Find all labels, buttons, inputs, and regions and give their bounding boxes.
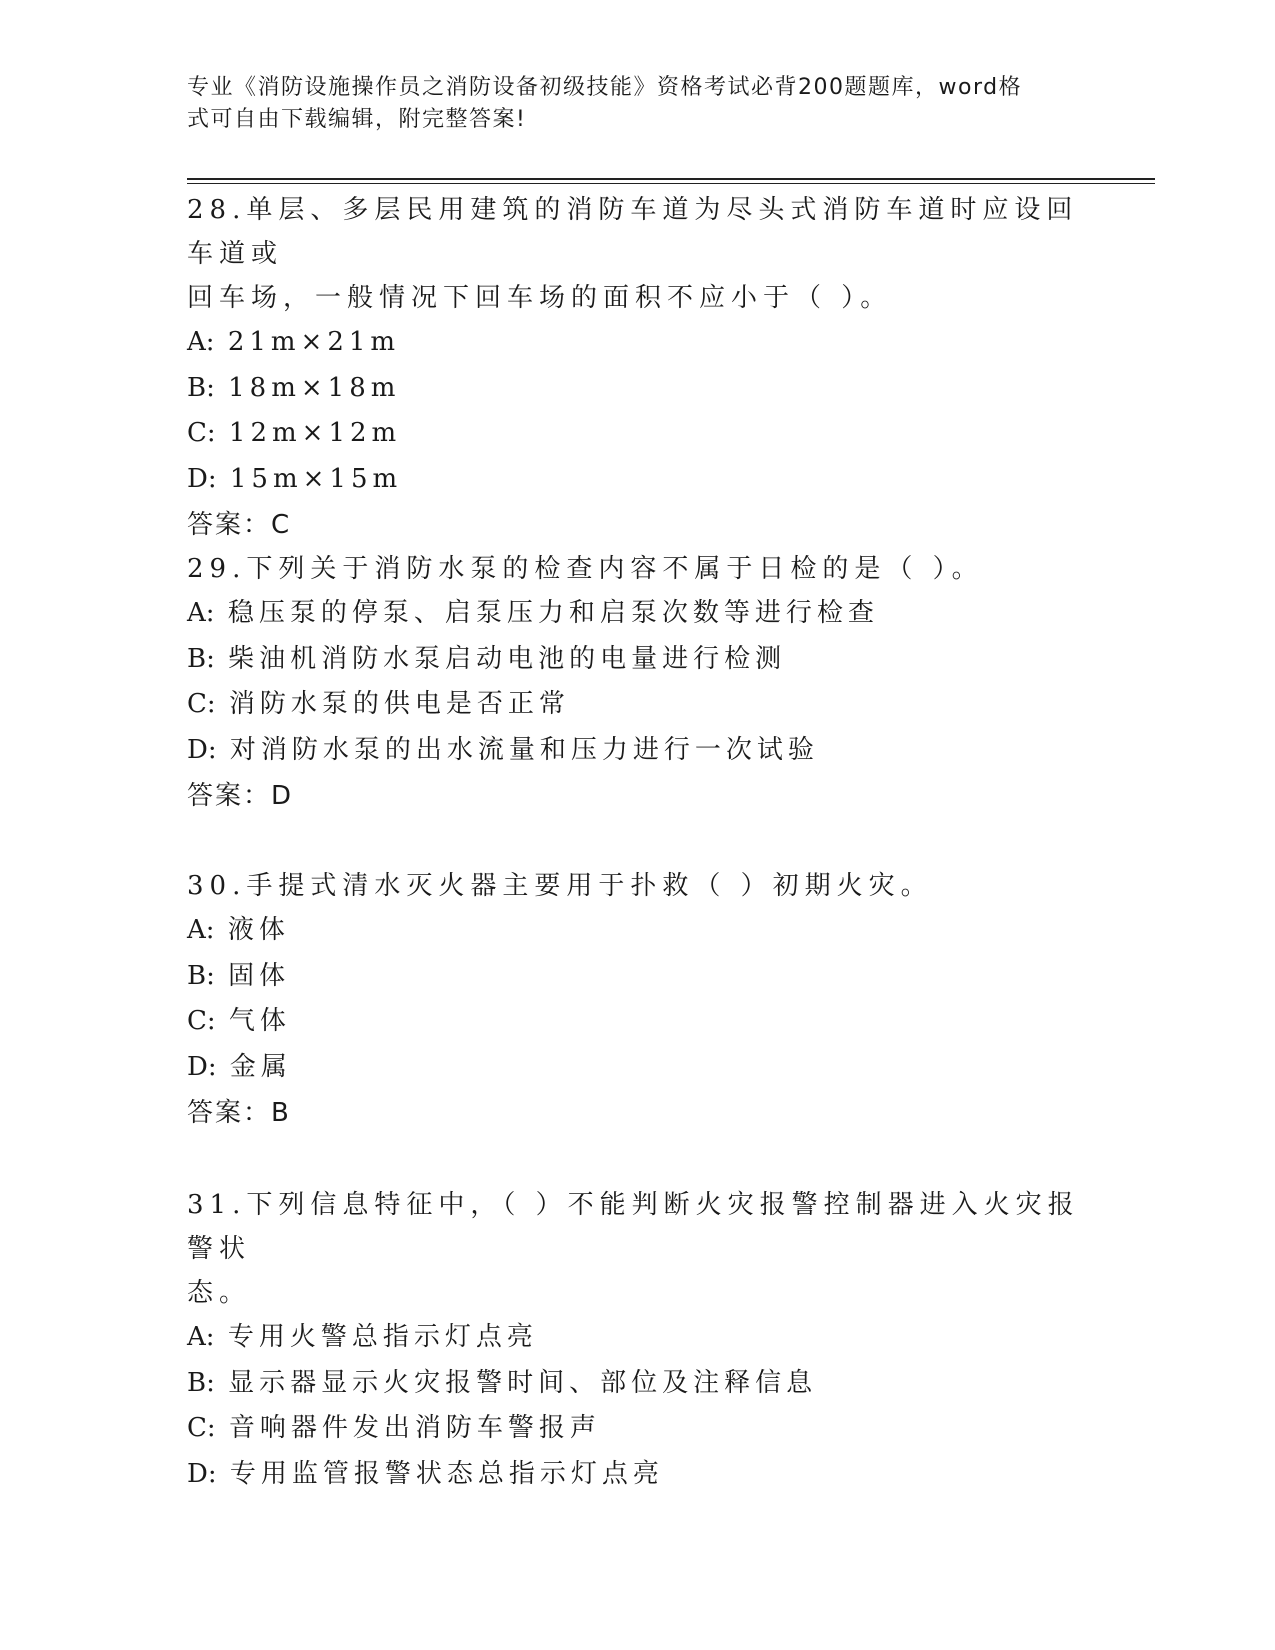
- option-d: [187, 728, 1087, 774]
- option-b: [187, 1361, 1087, 1407]
- question-stem-line: 31.下列信息特征中，（ ）不能判断火灾报警控制器进入火灾报警状: [187, 1190, 1080, 1264]
- option-text: 气体: [228, 1006, 291, 1036]
- question-28: [187, 188, 1087, 548]
- question-stem-line: 29.下列关于消防水泵的检查内容不属于日检的是（ ）。: [187, 554, 984, 584]
- option-c: [187, 411, 1087, 457]
- option-label: B:: [187, 643, 215, 674]
- question-stem-line: 回车场，一般情况下回车场的面积不应小于（ ）。: [187, 283, 893, 313]
- option-c: [187, 1406, 1087, 1452]
- option-label: D:: [187, 734, 217, 765]
- header-rule-thick: [187, 178, 1155, 180]
- option-label: B:: [187, 372, 215, 403]
- option-label: A:: [187, 1322, 215, 1352]
- option-text: 专用监管报警状态总指示灯点亮: [229, 1458, 664, 1489]
- header-line-1: 专业《消防设施操作员之消防设备初级技能》资格考试必背200题题库，word格: [187, 75, 1023, 100]
- option-text: 金属: [229, 1051, 292, 1082]
- option-text: 液体: [227, 915, 290, 945]
- option-a: [187, 591, 1087, 637]
- question-stem-line: 30.手提式清水灭火器主要用于扑救（ ）初期火灾。: [187, 871, 933, 901]
- header-line-2: 式可自由下载编辑，附完整答案!: [187, 107, 527, 132]
- option-label: B:: [187, 960, 215, 991]
- option-d: [187, 1452, 1087, 1498]
- option-text: 对消防水泵的出水流量和压力进行一次试验: [229, 734, 819, 765]
- option-text: 音响器件发出消防车警报声: [228, 1413, 601, 1443]
- option-text: 21m×21m: [227, 327, 401, 357]
- option-label: A:: [187, 598, 215, 628]
- option-b: [187, 366, 1087, 412]
- option-label: D:: [187, 463, 217, 494]
- option-label: C:: [187, 418, 216, 448]
- answer-line: 答案：D: [187, 781, 294, 811]
- option-d: [187, 457, 1087, 503]
- question-stem-line: 态。: [187, 1278, 252, 1308]
- option-text: 柴油机消防水泵启动电池的电量进行检测: [228, 643, 787, 674]
- option-text: 18m×18m: [228, 372, 401, 403]
- option-b: [187, 954, 1087, 1000]
- question-29: [187, 547, 1087, 819]
- option-a: [187, 908, 1087, 954]
- option-text: 15m×15m: [229, 463, 403, 494]
- question-stem-line: 28.单层、多层民用建筑的消防车道为尽头式消防车道时应设回车道或: [187, 195, 1079, 269]
- option-label: C:: [187, 689, 216, 719]
- option-c: [187, 999, 1087, 1045]
- option-label: D:: [187, 1051, 217, 1082]
- option-a: [187, 1315, 1087, 1361]
- option-text: 消防水泵的供电是否正常: [228, 689, 570, 719]
- option-label: A:: [187, 915, 215, 945]
- option-b: [187, 637, 1087, 683]
- option-text: 固体: [228, 960, 291, 991]
- option-label: B:: [187, 1367, 215, 1398]
- header-rule-thin: [187, 183, 1155, 184]
- option-label: D:: [187, 1458, 217, 1489]
- option-text: 显示器显示火灾报警时间、部位及注释信息: [228, 1367, 818, 1398]
- answer-line: 答案：C: [187, 510, 292, 540]
- answer-line: 答案：B: [187, 1098, 291, 1128]
- option-label: C:: [187, 1413, 216, 1443]
- option-text: 12m×12m: [228, 418, 402, 448]
- question-31: [187, 1183, 1087, 1497]
- question-30: [187, 864, 1087, 1136]
- option-a: [187, 320, 1087, 366]
- option-label: A:: [187, 327, 215, 357]
- option-d: [187, 1045, 1087, 1091]
- option-label: C:: [187, 1006, 216, 1036]
- option-text: 专用火警总指示灯点亮: [227, 1322, 538, 1352]
- option-c: [187, 682, 1087, 728]
- option-text: 稳压泵的停泵、启泵压力和启泵次数等进行检查: [227, 598, 879, 628]
- document-header: [187, 72, 1087, 136]
